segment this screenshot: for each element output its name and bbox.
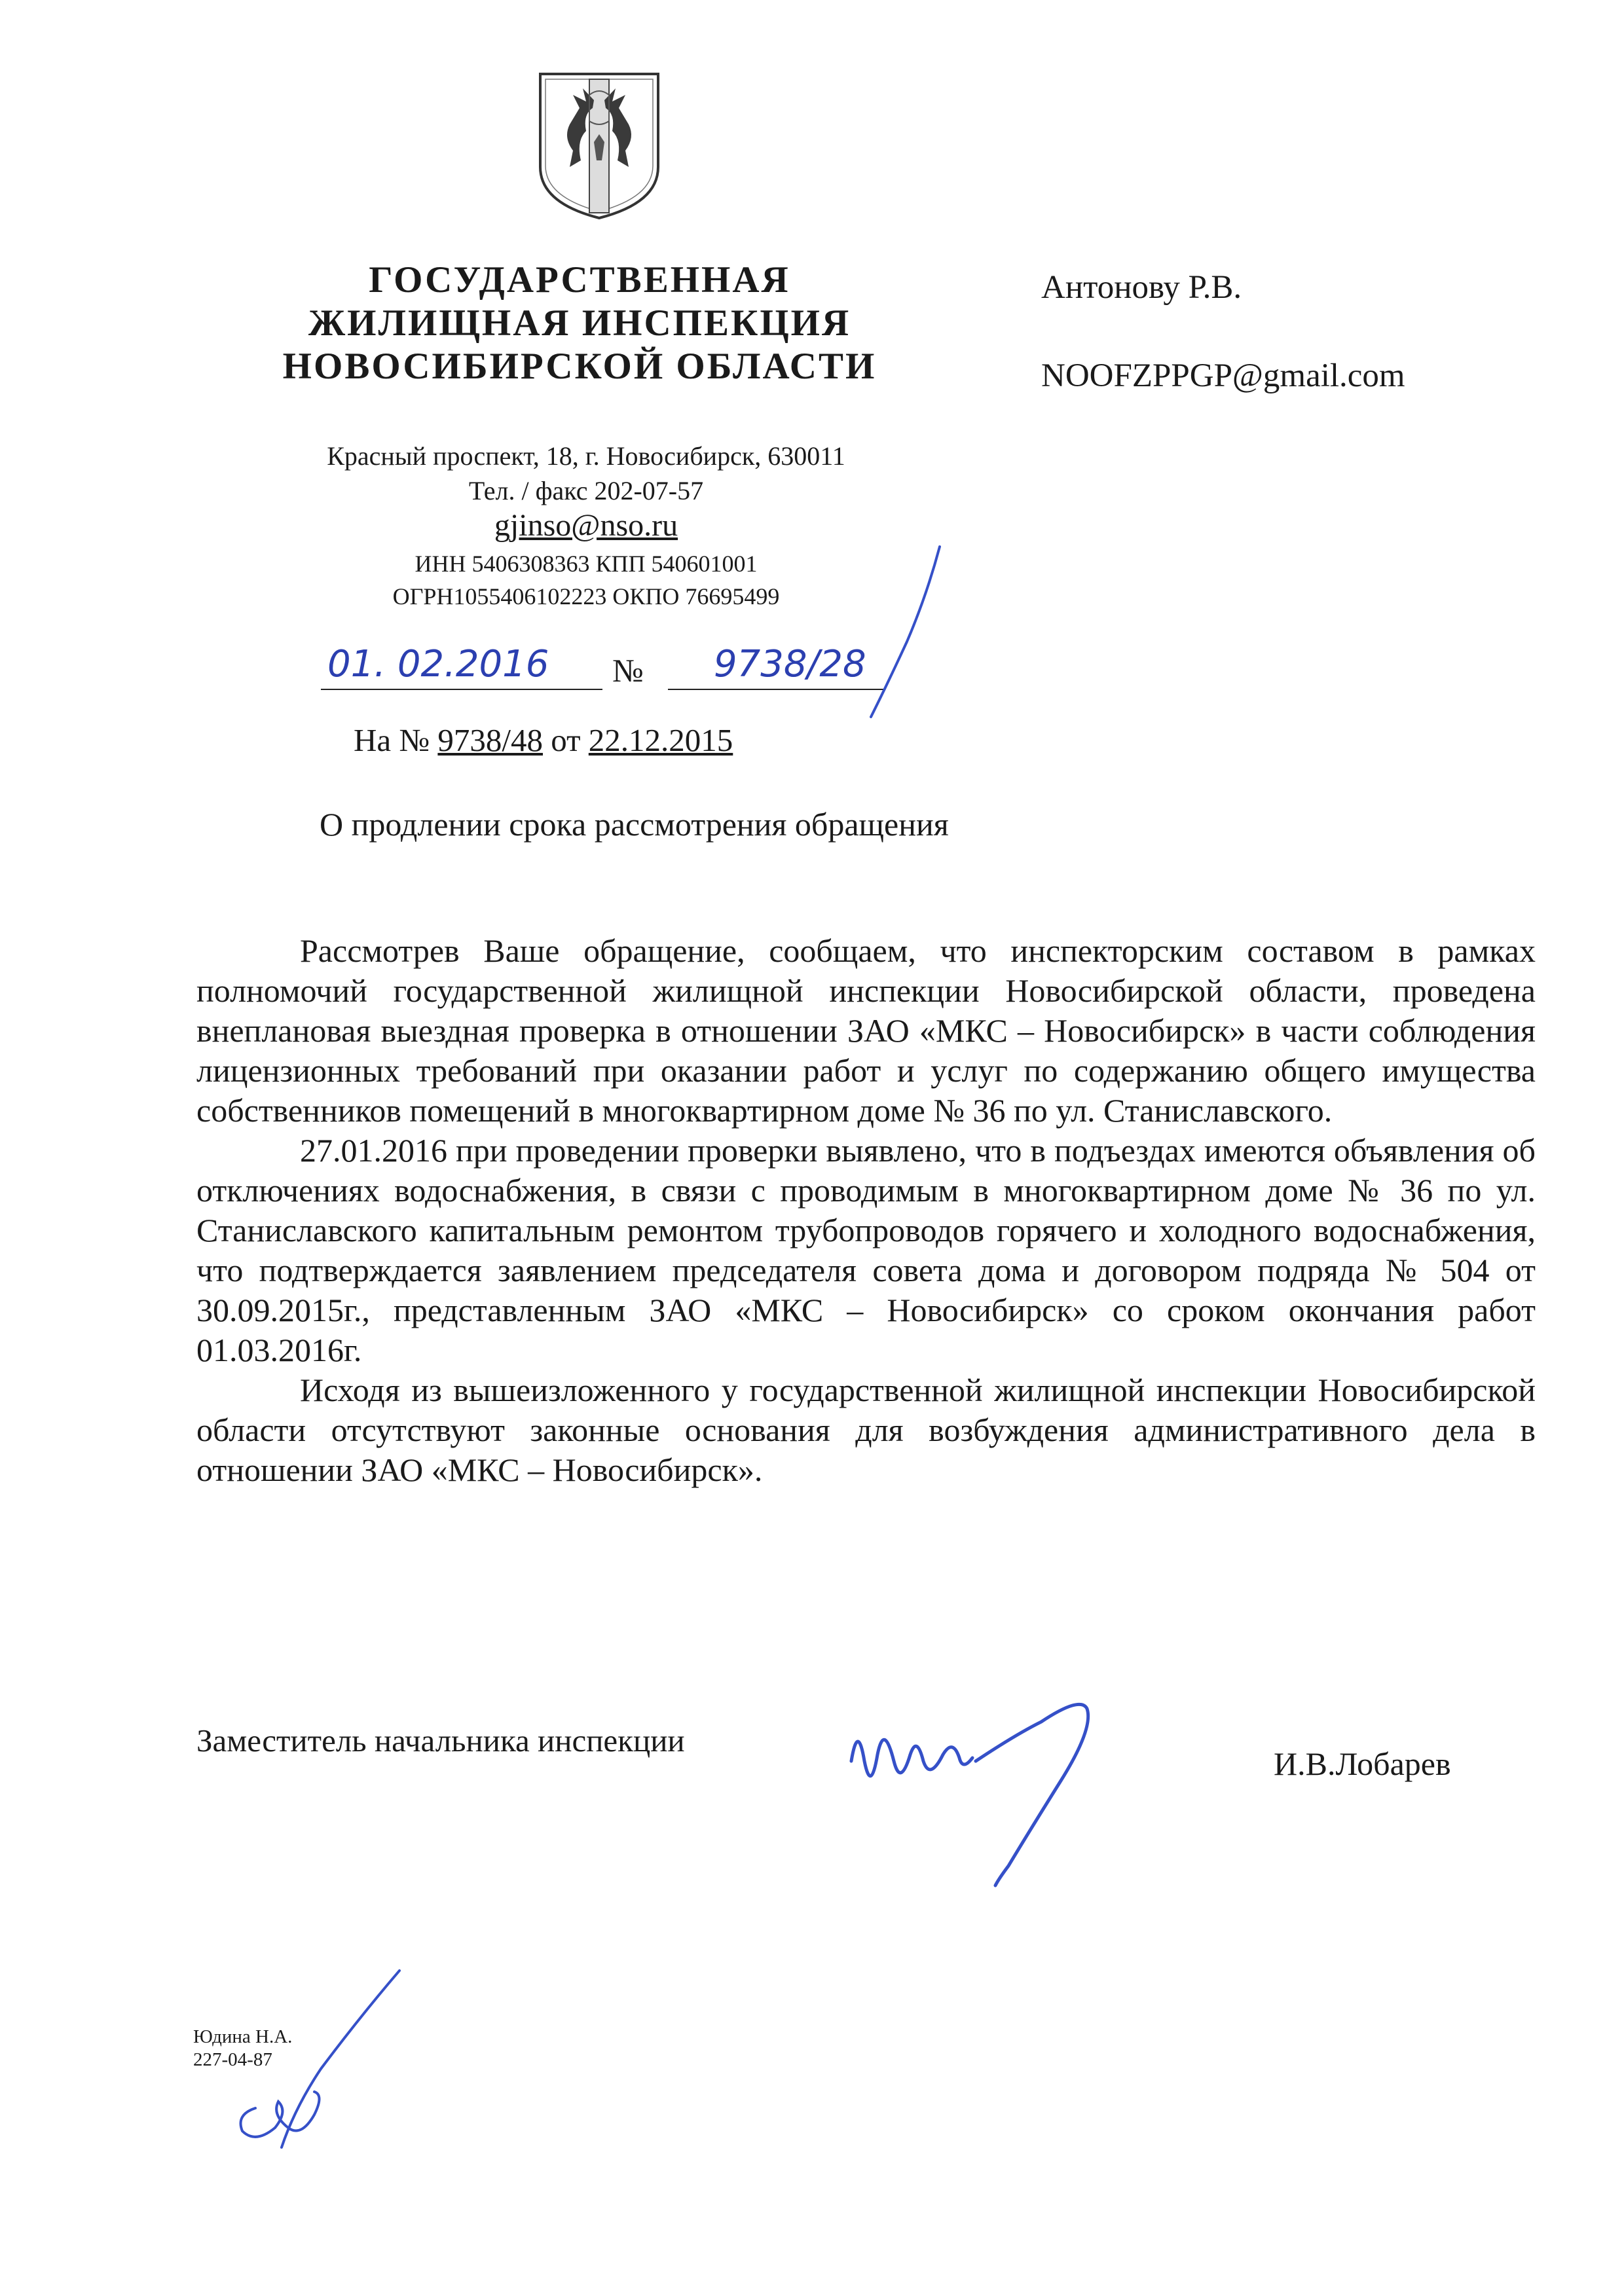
organization-name-line: ГОСУДАРСТВЕННАЯ bbox=[369, 259, 790, 301]
organization-phone: Тел. / факс 202-07-57 bbox=[468, 476, 704, 505]
body-paragraph: 27.01.2016 при проведении проверки выявлено, что в подъездах имеются объявления об отключениях водоснабжения, в связи с проводимым в многоквартирном доме № 36 по ул. Станиславского капитальным ремонтом трубопроводов горячего и холодного водоснабжения, что подтверждается заявлением председателя совета дома и договором подряда № 504 от 30.09.2015г., представленным ЗАО «МКС – Новосибирск» со сроком окончания работ 01.03.2016г. bbox=[196, 1132, 1536, 1368]
outgoing-date-underline bbox=[321, 689, 602, 690]
executor-phone: 227-04-87 bbox=[193, 2049, 272, 2070]
coat-of-arms-emblem bbox=[534, 69, 665, 223]
outgoing-date: 01. 02.2016 bbox=[327, 643, 549, 685]
organization-name-line: ЖИЛИЩНАЯ ИНСПЕКЦИЯ bbox=[308, 302, 851, 344]
reference-number: 9738/48 bbox=[437, 722, 544, 758]
organization-email-link[interactable]: gjinso@nso.ru bbox=[494, 508, 678, 543]
organization-name-line: НОВОСИБИРСКОЙ ОБЛАСТИ bbox=[282, 346, 877, 387]
outgoing-number-sign: № bbox=[612, 652, 644, 689]
recipient-name: Антонову Р.В. bbox=[1041, 269, 1242, 306]
letter-body bbox=[196, 931, 1536, 1490]
organization-email-line bbox=[262, 509, 910, 543]
organization-address: Красный проспект, 18, г. Новосибирск, 630011 bbox=[327, 441, 845, 471]
recipient-email: NOOFZPPGP@gmail.com bbox=[1041, 357, 1405, 394]
executor-name: Юдина Н.А. bbox=[193, 2026, 293, 2047]
handwritten-signature bbox=[845, 1683, 1120, 1895]
handwritten-mark bbox=[848, 543, 953, 723]
organization-ogrn-okpo: ОГРН1055406102223 ОКПО 76695499 bbox=[392, 583, 780, 610]
body-paragraph: Рассмотрев Ваше обращение, сообщаем, что инспекторским составом в рамках полномочий государственной жилищной инспекции Новосибирской области, проведена внеплановая выездная проверка в отношении ЗАО «МКС – Новосибирск» в части соблюдения лицензионных требований при оказании работ и услуг по содержанию общего имущества собственников помещений в многоквартирном доме № 36 по ул. Станиславского. bbox=[196, 932, 1536, 1129]
reference-from: от bbox=[551, 722, 581, 758]
body-paragraph: Исходя из вышеизложенного у государственной жилищной инспекции Новосибирской области отсутствуют законные основания для возбуждения административного дела в отношении ЗАО «МКС – Новосибирск». bbox=[196, 1372, 1536, 1488]
organization-inn-kpp: ИНН 5406308363 КПП 540601001 bbox=[415, 551, 758, 577]
organization-name bbox=[249, 259, 910, 388]
reference-line bbox=[354, 721, 733, 759]
reference-prefix: На № bbox=[354, 722, 430, 758]
executor-initials-mark bbox=[216, 1964, 426, 2164]
signatory-position: Заместитель начальника инспекции bbox=[196, 1722, 685, 1758]
signatory-name: И.В.Лобарев bbox=[1274, 1745, 1451, 1782]
letter-subject: О продлении срока рассмотрения обращения bbox=[320, 806, 949, 843]
reference-date: 22.12.2015 bbox=[588, 722, 733, 758]
outgoing-number: 9738/28 bbox=[714, 643, 866, 685]
